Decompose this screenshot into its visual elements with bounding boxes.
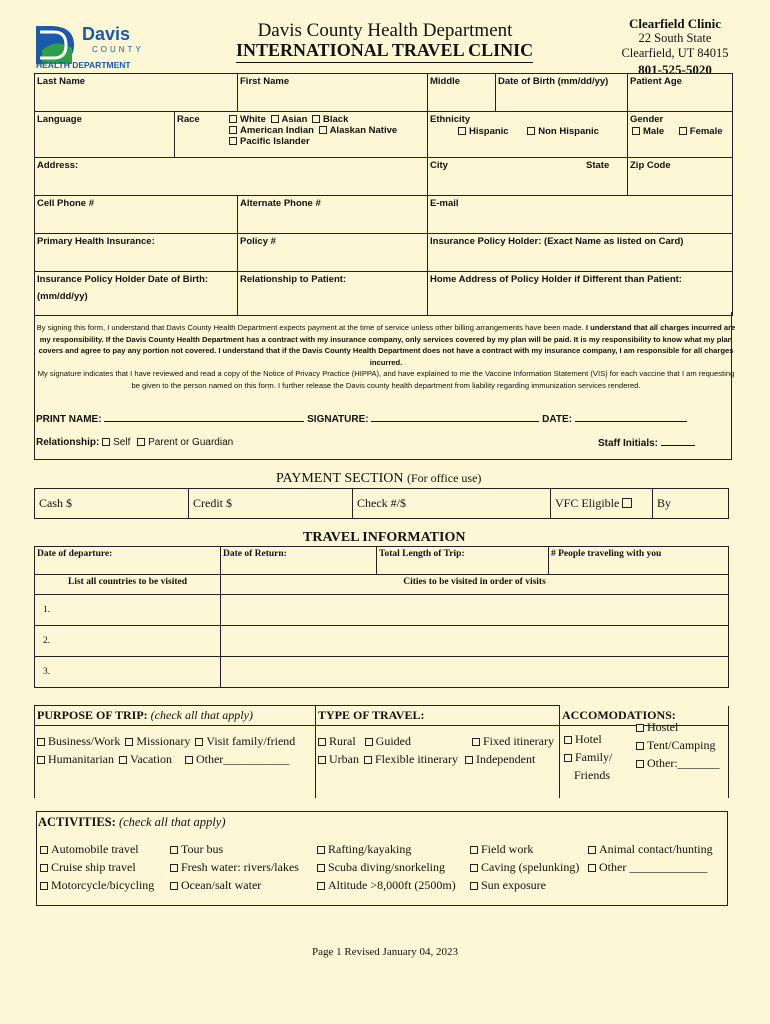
ethnicity-field <box>428 112 628 158</box>
family-checkbox[interactable] <box>564 754 572 762</box>
type-header <box>316 706 560 726</box>
cell-phone-label: Cell Phone # <box>37 198 95 209</box>
activities-header <box>38 815 226 830</box>
clinic-address-1: 22 South State <box>638 31 712 45</box>
payment-table <box>34 488 729 519</box>
holder-dob-field[interactable] <box>35 272 238 316</box>
cash-label: Cash $ <box>39 496 72 510</box>
by-field[interactable] <box>653 489 729 519</box>
holder-home-address-label: Home Address of Policy Holder if Different than Patient: <box>430 274 682 285</box>
patient-age-field[interactable] <box>628 74 733 112</box>
cruise-label: Cruise ship travel <box>51 860 136 874</box>
travel-table <box>34 546 729 688</box>
date-label: DATE: <box>542 414 572 425</box>
relationship-sig-label: Relationship: <box>36 437 100 448</box>
dob-label: Date of Birth (mm/dd/yy) <box>498 76 609 87</box>
clinic-name: Clearfield Clinic <box>628 16 722 31</box>
race-pacific-islander-checkbox[interactable] <box>229 137 237 145</box>
print-name-label: PRINT NAME: <box>36 414 102 425</box>
signature-label: SIGNATURE: <box>307 414 369 425</box>
scuba-checkbox[interactable] <box>317 864 325 872</box>
flexible-itinerary-label: Flexible itinerary <box>375 752 458 766</box>
type-options <box>316 726 560 798</box>
hotel-checkbox[interactable] <box>564 736 572 744</box>
motorcycle-label: Motorcycle/bicycling <box>51 878 155 892</box>
ethnicity-hispanic-label: Hispanic <box>469 126 509 137</box>
relationship-row <box>36 437 736 448</box>
cities-header <box>221 575 729 595</box>
ethnicity-hispanic-checkbox[interactable] <box>458 127 466 135</box>
urban-checkbox[interactable] <box>318 756 326 764</box>
first-name-field[interactable] <box>238 74 428 112</box>
type-title: TYPE OF TRAVEL: <box>318 708 425 722</box>
row-number: 1. <box>43 605 51 615</box>
city-label: City <box>430 160 448 171</box>
guided-label: Guided <box>375 734 411 748</box>
accom-title: ACCOMODATIONS: <box>562 707 676 722</box>
policy-label: Policy # <box>240 236 276 247</box>
race-asian-checkbox[interactable] <box>271 115 279 123</box>
gender-male-label: Male <box>643 126 665 137</box>
humanitarian-label: Humanitarian <box>48 752 114 766</box>
last-name-label: Last Name <box>37 76 86 87</box>
ocean-label: Ocean/salt water <box>181 878 262 892</box>
check-label: Check #/$ <box>357 496 406 510</box>
visit-family-checkbox[interactable] <box>195 738 203 746</box>
staff-initials-label: Staff Initials: <box>598 438 659 449</box>
address-field[interactable] <box>35 158 428 196</box>
staff-initials-line[interactable] <box>661 437 695 446</box>
relationship-field[interactable] <box>238 272 428 316</box>
friends-label: Friends <box>574 768 610 782</box>
date-line[interactable] <box>575 413 687 422</box>
guided-checkbox[interactable] <box>365 738 373 746</box>
policy-holder-field[interactable] <box>428 234 733 272</box>
insurance-label: Primary Health Insurance: <box>37 236 155 247</box>
check-field[interactable] <box>353 489 551 519</box>
country-row-1[interactable] <box>35 595 221 626</box>
print-name-line[interactable] <box>104 413 304 422</box>
activities-col-1 <box>40 840 154 894</box>
race-alaskan-native-checkbox[interactable] <box>319 126 327 134</box>
sun-exposure-label: Sun exposure <box>481 878 546 892</box>
language-label: Language <box>37 114 82 125</box>
independent-checkbox[interactable] <box>465 756 473 764</box>
vacation-checkbox[interactable] <box>119 756 127 764</box>
gender-male-checkbox[interactable] <box>632 127 640 135</box>
caving-checkbox[interactable] <box>470 864 478 872</box>
purpose-title: PURPOSE OF TRIP: <box>37 708 148 722</box>
race-american-indian-checkbox[interactable] <box>229 126 237 134</box>
business-checkbox[interactable] <box>37 738 45 746</box>
logo-dept: HEALTH DEPARTMENT <box>36 60 131 70</box>
parent-label: Parent or Guardian <box>148 437 234 448</box>
tent-label: Tent/Camping <box>647 738 716 752</box>
automobile-label: Automobile travel <box>51 842 139 856</box>
activities-note: (check all that apply) <box>118 815 226 829</box>
ethnicity-non-hispanic-label: Non Hispanic <box>538 126 599 137</box>
tour-bus-checkbox[interactable] <box>170 846 178 854</box>
departure-field[interactable] <box>35 547 221 575</box>
purpose-options <box>35 726 316 798</box>
signature-row <box>36 413 736 425</box>
email-label: E-mail <box>430 198 459 209</box>
trip-details-table <box>34 705 729 798</box>
country-row-3[interactable] <box>35 657 221 688</box>
disclaimer-text-2: My signature indicates that I have reviewed and read a copy of the Notice of Privacy Practice (HIPPA), and have explained to me the Vaccine Information Statement (VIS) for each vaccine that I am requesting be given to the person named on this form. I further release the Davis county health department from liability regarding immunization services rendered. <box>37 369 735 390</box>
self-label: Self <box>113 437 131 448</box>
patient-age-label: Patient Age <box>630 76 682 87</box>
activities-col-2 <box>170 840 299 894</box>
payment-section-title <box>276 471 481 487</box>
insurance-field[interactable] <box>35 234 238 272</box>
business-label: Business/Work <box>48 734 121 748</box>
policy-holder-label: Insurance Policy Holder: (Exact Name as listed on Card) <box>430 236 684 247</box>
cities-row-3[interactable] <box>221 657 729 688</box>
cruise-checkbox[interactable] <box>40 864 48 872</box>
scuba-label: Scuba diving/snorkeling <box>328 860 445 874</box>
zip-label: Zip Code <box>630 160 671 171</box>
cell-phone-field[interactable] <box>35 196 238 234</box>
payment-title: PAYMENT SECTION <box>276 471 404 486</box>
race-black-label: Black <box>323 114 349 125</box>
fixed-itinerary-checkbox[interactable] <box>472 738 480 746</box>
email-field[interactable] <box>428 196 733 234</box>
page-subtitle: INTERNATIONAL TRAVEL CLINIC <box>236 40 533 63</box>
address-label: Address: <box>37 160 79 171</box>
ethnicity-label: Ethnicity <box>430 114 471 125</box>
holder-home-address-field[interactable] <box>428 272 733 316</box>
race-white-checkbox[interactable] <box>229 115 237 123</box>
countries-label: List all countries to be visited <box>67 577 187 587</box>
country-row-2[interactable] <box>35 626 221 657</box>
parent-checkbox[interactable] <box>137 438 145 446</box>
flexible-itinerary-checkbox[interactable] <box>364 756 372 764</box>
race-label: Race <box>177 114 200 125</box>
rural-checkbox[interactable] <box>318 738 326 746</box>
payment-note: (For office use) <box>406 471 482 485</box>
policy-field[interactable] <box>238 234 428 272</box>
ocean-checkbox[interactable] <box>170 882 178 890</box>
cities-row-2[interactable] <box>221 626 729 657</box>
signature-line[interactable] <box>371 413 539 422</box>
clinic-info <box>600 16 750 77</box>
disclaimer-text-1-bold: I understand that all charges incurred are my responsibility. If the Davis County Health Department has a contract with my insurance company, only services covered by my plan will be paid. It is my responsibility to know what my plan covers and agree to pay any portion not covered. I understand that if the Davis County Health Department does not have a contract with my insurance company, I am responsible for all charges incurred. <box>38 323 736 367</box>
rafting-checkbox[interactable] <box>317 846 325 854</box>
missionary-checkbox[interactable] <box>125 738 133 746</box>
holder-dob-format: (mm/dd/yy) <box>37 291 88 302</box>
self-checkbox[interactable] <box>102 438 110 446</box>
rural-label: Rural <box>329 734 356 748</box>
cash-field[interactable] <box>35 489 189 519</box>
other-activity-label: Other _____________ <box>599 860 708 874</box>
other-accom-checkbox[interactable] <box>636 760 644 768</box>
cities-row-1[interactable] <box>221 595 729 626</box>
other-activity-checkbox[interactable] <box>588 864 596 872</box>
middle-field[interactable] <box>428 74 496 112</box>
automobile-checkbox[interactable] <box>40 846 48 854</box>
zip-field[interactable] <box>628 158 733 196</box>
vfc-field <box>551 489 653 519</box>
activities-col-5 <box>588 840 713 876</box>
departure-label: Date of departure: <box>37 549 113 559</box>
independent-label: Independent <box>475 752 536 766</box>
length-field[interactable] <box>377 547 549 575</box>
family-label: Family/ <box>575 750 613 764</box>
hostel-label: Hostel <box>647 720 679 734</box>
caving-label: Caving (spelunking) <box>481 860 580 874</box>
hotel-label: Hotel <box>575 732 602 746</box>
activities-col-3 <box>317 840 456 894</box>
urban-label: Urban <box>329 752 359 766</box>
length-label: Total Length of Trip: <box>379 549 465 559</box>
city-field[interactable] <box>428 158 628 196</box>
race-white-label: White <box>240 114 266 125</box>
credit-field[interactable] <box>189 489 353 519</box>
middle-label: Middle <box>430 76 461 87</box>
relationship-label: Relationship to Patient: <box>240 274 347 285</box>
holder-dob-label: Insurance Policy Holder Date of Birth: <box>37 274 209 285</box>
first-name-label: First Name <box>240 76 290 87</box>
sun-exposure-checkbox[interactable] <box>470 882 478 890</box>
other-accom-label: Other:_______ <box>647 756 720 770</box>
motorcycle-checkbox[interactable] <box>40 882 48 890</box>
people-field[interactable] <box>549 547 729 575</box>
vfc-label: VFC Eligible <box>555 496 620 510</box>
humanitarian-checkbox[interactable] <box>37 756 45 764</box>
page-footer: Page 1 Revised January 04, 2023 <box>311 946 459 958</box>
credit-label: Credit $ <box>193 496 232 510</box>
purpose-header <box>35 706 316 726</box>
state-label: State <box>586 160 610 171</box>
altitude-label: Altitude >8,000ft (2500m) <box>328 878 456 892</box>
altitude-checkbox[interactable] <box>317 882 325 890</box>
missionary-label: Missionary <box>136 734 191 748</box>
accom-options <box>560 720 729 798</box>
alt-phone-field[interactable] <box>238 196 428 234</box>
cities-label: Cities to be visited in order of visits <box>403 577 546 587</box>
people-label: # People traveling with you <box>551 549 662 559</box>
fresh-water-label: Fresh water: rivers/lakes <box>181 860 299 874</box>
purpose-note: (check all that apply) <box>150 708 253 722</box>
tent-checkbox[interactable] <box>636 742 644 750</box>
rafting-label: Rafting/kayaking <box>328 842 412 856</box>
by-label: By <box>657 496 672 510</box>
gender-field <box>628 112 733 158</box>
animal-contact-label: Animal contact/hunting <box>599 842 713 856</box>
page-title: Davis County Health Department <box>257 20 513 41</box>
other-purpose-label: Other___________ <box>195 752 290 766</box>
race-asian-label: Asian <box>281 114 308 125</box>
logo-county: COUNTY <box>92 45 144 54</box>
activities-col-4 <box>470 840 579 894</box>
race-field <box>175 112 428 158</box>
row-number: 3. <box>43 667 51 677</box>
field-work-checkbox[interactable] <box>470 846 478 854</box>
other-purpose-checkbox[interactable] <box>185 756 193 764</box>
animal-contact-checkbox[interactable] <box>588 846 596 854</box>
fresh-water-checkbox[interactable] <box>170 864 178 872</box>
disclaimer-text-1: By signing this form, I understand that Davis County Health Department expects payment at the time of service unless other billing arrangements have been made. <box>36 323 584 332</box>
return-label: Date of Return: <box>223 549 287 559</box>
gender-label: Gender <box>630 114 664 125</box>
race-black-checkbox[interactable] <box>312 115 320 123</box>
fixed-itinerary-label: Fixed itinerary <box>483 734 554 748</box>
alt-phone-label: Alternate Phone # <box>240 198 321 209</box>
race-alaskan-native-label: Alaskan Native <box>329 125 398 136</box>
race-pacific-islander-label: Pacific Islander <box>240 136 310 147</box>
visit-family-label: Visit family/friend <box>206 734 296 748</box>
logo-name: Davis <box>82 24 131 44</box>
vfc-checkbox[interactable] <box>622 498 632 508</box>
clinic-address-2: Clearfield, UT 84015 <box>621 46 729 60</box>
clinic-phone: 801-525-5020 <box>638 62 712 77</box>
patient-info-table <box>34 73 733 316</box>
dob-field[interactable] <box>496 74 628 112</box>
language-field[interactable] <box>35 112 175 158</box>
travel-info-title: TRAVEL INFORMATION <box>303 530 466 545</box>
race-american-indian-label: American Indian <box>240 125 314 136</box>
tour-bus-label: Tour bus <box>181 842 224 856</box>
row-number: 2. <box>43 636 51 646</box>
ethnicity-non-hispanic-checkbox[interactable] <box>527 127 535 135</box>
hostel-checkbox[interactable] <box>636 724 644 732</box>
countries-header <box>35 575 221 595</box>
gender-female-label: Female <box>689 126 723 137</box>
last-name-field[interactable] <box>35 74 238 112</box>
activities-title: ACTIVITIES: <box>38 815 116 829</box>
gender-female-checkbox[interactable] <box>679 127 687 135</box>
vacation-label: Vacation <box>129 752 172 766</box>
return-field[interactable] <box>221 547 377 575</box>
field-work-label: Field work <box>481 842 534 856</box>
davis-county-logo <box>34 20 156 72</box>
